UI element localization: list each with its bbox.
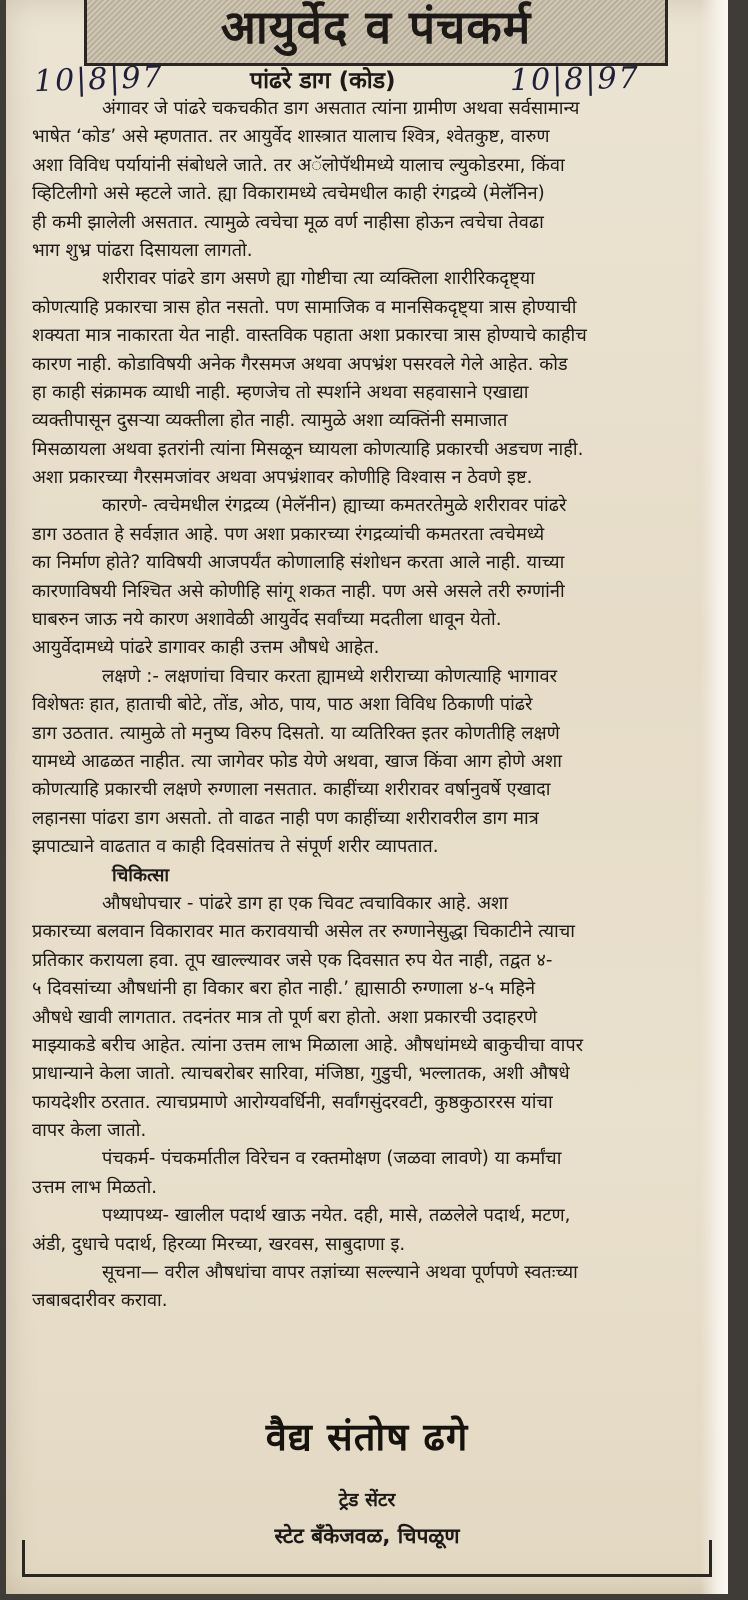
- article-line: शक्यता मात्र नाकारता येत नाही. वास्तविक पहाता अशा प्रकारचा त्रास होण्याचे काहीच: [32, 325, 587, 347]
- border-right: [709, 1540, 712, 1576]
- article-line: चिकित्सा: [112, 864, 170, 886]
- article-title: आयुर्वेद व पंचकर्म: [220, 0, 532, 54]
- article-line: सूचना— वरील औषधांचा वापर तज्ञांच्या सल्ल्याने अथवा पूर्णपणे स्वतःच्या: [102, 1262, 578, 1284]
- article-line: कारणाविषयी निश्चित असे कोणीहि सांगू शकत नाही. पण असे असले तरी रुग्णांनी: [32, 580, 565, 602]
- article-line: अशा प्रकारच्या गैरसमजांवर अथवा अपभ्रंशावर कोणीहि विश्वास न ठेवणे इष्ट.: [32, 467, 533, 489]
- article-line: घाबरुन जाऊ नये कारण अशावेळी आयुर्वेद सर्वांच्या मदतीला धावून येतो.: [32, 609, 502, 631]
- border-left: [22, 1540, 25, 1576]
- article-body: [32, 95, 712, 1316]
- article-line: वापर केला जातो.: [32, 1120, 147, 1142]
- article-line: माझ्याकडे बरीच आहेत. त्यांना उत्तम लाभ मिळाला आहे. औषधांमध्ये बाकुचीचा वापर: [32, 1034, 584, 1056]
- article-line: फायदेशीर ठरतात. त्याचप्रमाणे आरोग्यवर्धिनी, सर्वांगसुंदरवटी, कुष्ठकुठाररस यांचा: [32, 1091, 553, 1113]
- address-line-1: ट्रेड सेंटर: [338, 1489, 396, 1511]
- article-line: यामध्ये आढळत नाहीत. त्या जागेवर फोड येणे अथवा, खाज किंवा आग होणे अशा: [32, 750, 562, 772]
- newspaper-clipping: [6, 0, 728, 1594]
- article-subtitle: पांढरे डाग (कोड): [250, 68, 396, 94]
- article-line: अशा विविध पर्यायांनी संबोधले जाते. तर अॅलोपॅथीमध्ये यालाच ल्युकोडरमा, किंवा: [32, 154, 565, 176]
- article-line: हा काही संक्रामक व्याधी नाही. म्हणजेच तो स्पर्शाने अथवा सहवासाने एखाद्या: [32, 381, 529, 403]
- article-line: का निर्माण होते? याविषयी आजपर्यंत कोणालाहि संशोधन करता आले नाही. याच्या: [32, 552, 565, 574]
- article-line: प्रतिकार करायला हवा. तूप खाल्ल्यावर जसे एक दिवसात रुप येत नाही, तद्वत ४-: [32, 949, 553, 971]
- address-line-2: स्टेट बँकेजवळ, चिपळूण: [274, 1524, 460, 1548]
- article-line: भाषेत ‘कोड’ असे म्हणतात. तर आयुर्वेद शास्त्रात यालाच श्वित्र, श्वेतकुष्ट, वारुण: [32, 126, 550, 148]
- article-line: आयुर्वेदामध्ये पांढरे डागावर काही उत्तम औषधे आहेत.: [32, 637, 380, 659]
- article-line: औषधे खावी लागतात. तदनंतर मात्र तो पूर्ण बरा होतो. अशा प्रकारची उदाहरणे: [32, 1006, 537, 1028]
- article-line: अंडी, दुधाचे पदार्थ, हिरव्या मिरच्या, खरवस, साबुदाणा इ.: [32, 1233, 406, 1255]
- article-line: उत्तम लाभ मिळतो.: [32, 1176, 158, 1198]
- article-line: डाग उठतात हे सर्वज्ञात आहे. पण अशा प्रकारच्या रंगद्रव्यांची कमतरता त्वचेमध्ये: [32, 523, 545, 545]
- article-line: भाग शुभ्र पांढरा दिसायला लागतो.: [32, 239, 253, 261]
- article-line: ही कमी झालेली असतात. त्यामुळे त्वचेचा मूळ वर्ण नाहीसा होऊन त्वचेचा तेवढा: [32, 211, 544, 233]
- article-line: ५ दिवसांच्या औषधांनी हा विकार बरा होत नाही.’ ह्यासाठी रुग्णाला ४-५ महिने: [32, 978, 536, 1000]
- article-line: कोणत्याहि प्रकारची लक्षणे रुग्णाला नसतात. काहींच्या शरीरावर वर्षानुवर्षे एखादा: [32, 779, 551, 801]
- article-line: डाग उठतात. त्यामुळे तो मनुष्य विरुप दिसतो. या व्यतिरिक्त इतर कोणतीहि लक्षणे: [32, 722, 560, 744]
- article-line: पथ्यापथ्य- खालील पदार्थ खाऊ नयेत. दही, मासे, तळलेले पदार्थ, मटण,: [102, 1205, 571, 1227]
- article-line: कारण नाही. कोडाविषयी अनेक गैरसमज अथवा अपभ्रंश पसरवले गेले आहेत. कोड: [32, 353, 568, 375]
- article-line: विशेषतः हात, हाताची बोटे, तोंड, ओठ, पाय, पाठ अशा विविध ठिकाणी पांढरे: [32, 694, 533, 716]
- article-line: कोणत्याहि प्रकारचा त्रास होत नसतो. पण सामाजिक व मानसिकदृष्ट्या त्रास होण्याची: [32, 296, 577, 318]
- article-line: मिसळायला अथवा इतरांनी त्यांना मिसळून घ्यायला कोणत्याहि प्रकारची अडचण नाही.: [32, 438, 584, 460]
- handwritten-date-left: 10|8|97: [33, 59, 165, 100]
- article-line: प्राधान्याने केला जातो. त्याचबरोबर सारिवा, मंजिष्ठा, गुडुची, भल्लातक, अशी औषधे: [32, 1063, 570, 1085]
- article-line: अंगावर जे पांढरे चकचकीत डाग असतात त्यांना ग्रामीण अथवा सर्वसामान्य: [102, 98, 580, 119]
- article-line: जबाबदारीवर करावा.: [32, 1290, 168, 1312]
- article-line: व्हिटिलीगो असे म्हटले जाते. ह्या विकारामध्ये त्वचेमधील काही रंगद्रव्ये (मेलॅनिन): [32, 183, 545, 205]
- article-line: कारणे- त्वचेमधील रंगद्रव्य (मेलॅनीन) ह्याच्या कमतरतेमुळे शरीरावर पांढरे: [102, 495, 567, 517]
- author-signature: वैद्य संतोष ढगे: [265, 1415, 469, 1459]
- article-line: लहानसा पांढरा डाग असतो. तो वाढत नाही पण काहींच्या शरीरावरील डाग मात्र: [32, 807, 539, 829]
- article-line: लक्षणे :- लक्षणांचा विचार करता ह्यामध्ये शरीराच्या कोणत्याहि भागावर: [102, 665, 558, 687]
- title-box: [84, 0, 668, 66]
- handwritten-date-right: 10|8|97: [509, 60, 640, 99]
- article-line: औषधोपचार - पांढरे डाग हा एक चिवट त्वचाविकार आहे. अशा: [102, 892, 509, 914]
- article-line: प्रकारच्या बलवान विकारावर मात करावयाची असेल तर रुग्णानेसुद्धा चिकाटीने त्याचा: [32, 921, 576, 943]
- article-line: व्यक्तीपासून दुसऱ्या व्यक्तीला होत नाही. त्यामुळे अशा व्यक्तिंनी समाजात: [32, 410, 508, 432]
- article-line: पंचकर्म- पंचकर्मातील विरेचन व रक्तमोक्षण (जळवा लावणे) या कर्मांचा: [102, 1148, 562, 1170]
- border-bottom: [22, 1574, 712, 1577]
- article-line: झपाट्याने वाढतात व काही दिवसांतच ते संपूर्ण शरीर व्यापतात.: [32, 836, 439, 858]
- article-line: शरीरावर पांढरे डाग असणे ह्या गोष्टीचा त्या व्यक्तिला शारीरिकदृष्ट्या: [102, 268, 535, 290]
